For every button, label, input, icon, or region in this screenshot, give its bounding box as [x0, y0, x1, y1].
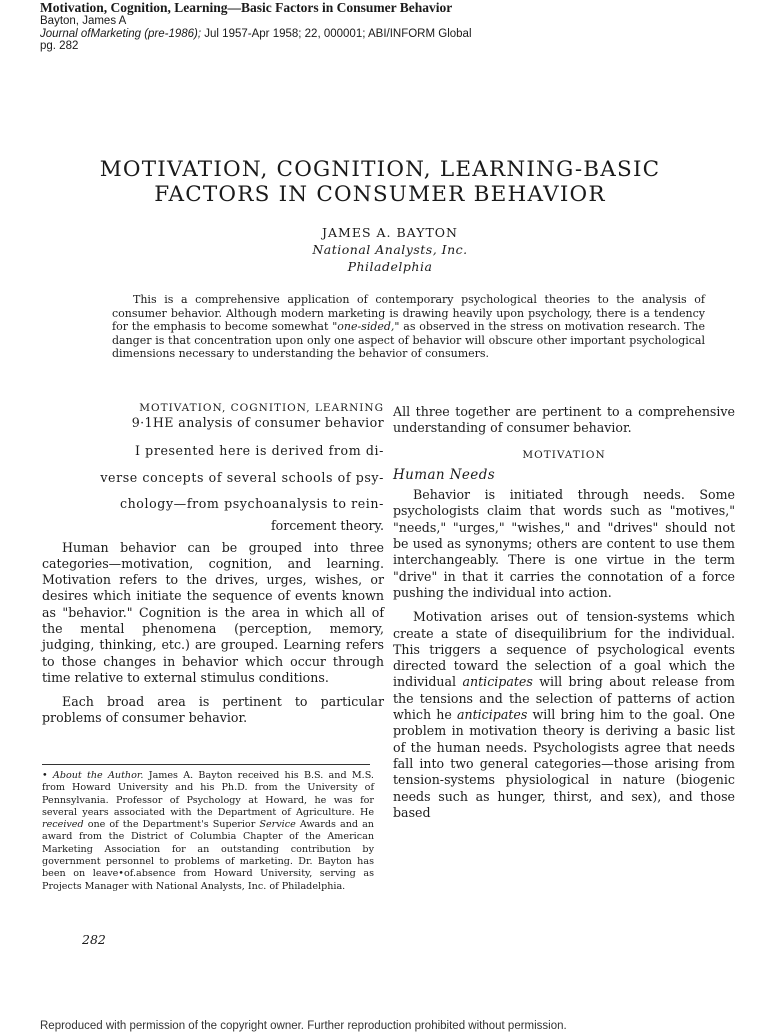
article-author: JAMES A. BAYTON [322, 225, 458, 240]
paragraph-tension-systems [393, 609, 735, 821]
tension-text-1: Motivation arises out of tension-systems which create a state of disequilibrium for the individual. This triggers a sequence of psychological events directed toward the selection of a goal which the individual [393, 609, 735, 690]
lead-line-4: chology—from psychoanalysis to rein- [119, 496, 384, 511]
paragraph-broad-area: Each broad area is pertinent to particular problems of consumer behavior. [42, 694, 384, 726]
footnote-text-2: one of the Department's Superior [83, 819, 260, 831]
author-organization: National Analysts, Inc. [312, 242, 468, 257]
paragraph-needs: Behavior is initiated through needs. Some psychologists claim that words such as "motives," "needs," "urges," "wishes," and "drives" should not be used as synonyms; others are content to use them interchangeably. There is one virtue in the term "drive" in that it carries the connotation of a force pushing the individual into action. [393, 487, 735, 600]
footnote-text-1: James A. Bayton received his B.S. and M.S. from Howard University and his Ph.D. from the University of Pennsylvania. Professor of Psychology at Howard, he was for several years associated with the Department of Agriculture. He [42, 770, 374, 818]
citation-title: Motivation, Cognition, Learning—Basic Factors in Consumer Behavior [40, 0, 453, 15]
page-number: 282 [82, 932, 106, 947]
abstract-emphasis: "one-sided," [332, 320, 400, 334]
footnote-emphasis-1: received [42, 819, 84, 831]
abstract-text-2: as observed in the stress on motivation research. The danger is that concentration upon only one aspect of behavior will obscure other important psychological dimensions necessary to understanding the behavior of consumers. [112, 320, 705, 361]
article-byline [160, 224, 620, 275]
copyright-text: Reproduced with permission of the copyright owner. Further reproduction prohibited without permission. [40, 1020, 567, 1032]
paragraph-together: All three together are pertinent to a comprehensive understanding of consumer behavior. [393, 404, 735, 436]
footnote-marker: • [42, 770, 53, 781]
citation-journal: Journal ofMarketing (pre-1986); [40, 27, 202, 40]
citation-author: Bayton, James A [40, 15, 127, 27]
citation-header [40, 0, 760, 53]
lead-line-1: 9·1HE analysis of consumer behavior [131, 415, 384, 430]
abstract-paragraph [112, 293, 705, 361]
tension-text-3: will bring him to the goal. One problem in motivation theory is deriving a basic list of the human needs. Psychologists agree that needs fall into two general categories—those arising from tension-systems physiological in nature (biogenic needs such as hunger, thirst, and sex), and those based [393, 707, 735, 820]
author-city: Philadelphia [347, 259, 433, 274]
right-column [393, 404, 735, 829]
footnote-text-3: Awards and an award from the District of Columbia Chapter of the American Marketing Association for an outstanding contribution by government personnel to problems of marketing. Dr. Bayton has been on leave•of.absence from Howard University, serving as Projects Manager with National Analysts, Inc. of Philadelphia. [42, 819, 374, 892]
article-title-line-2: FACTORS IN CONSUMER BEHAVIOR [154, 182, 606, 207]
author-footnote [42, 770, 374, 893]
tension-emphasis-2: anticipates [456, 707, 528, 723]
tension-emphasis-1: anticipates [462, 674, 533, 690]
footnote-emphasis-2: Service [259, 819, 296, 831]
footnote-rule [42, 764, 370, 765]
tension-text-2: will bring about release from the tensions and the selection of patterns of action which he [393, 674, 735, 723]
abstract [112, 293, 705, 361]
lead-line-2: I presented here is derived from di- [134, 443, 384, 458]
copyright-notice [0, 1017, 768, 1032]
footnote-label: About the Author. [52, 770, 144, 781]
subheading-human-needs: Human Needs [393, 466, 496, 483]
abstract-text-1: This is a comprehensive application of contemporary psychological theories to the analysis of consumer behavior. Although modern marketing is drawing heavily upon psychology, there is a tendency for the emphasis to become somewhat [112, 293, 705, 334]
paragraph-categories: Human behavior can be grouped into three categories—motivation, cognition, and learning. Motivation refers to the drives, urges, wishes, or desires which initiate the sequence of events known as "behavior." Cognition is the area in which all of the mental phenomena (perception, memory, judging, thinking, etc.) are grouped. Learning refers to those changes in behavior which occur through time relative to external stimulus conditions. [42, 539, 384, 685]
citation-source [40, 28, 760, 41]
citation-page: pg. 282 [40, 40, 79, 52]
lead-line-3: verse concepts of several schools of psy- [100, 469, 384, 485]
section-heading-motivation: MOTIVATION [522, 448, 606, 461]
left-column [42, 402, 384, 735]
citation-issue: Jul 1957-Apr 1958; 22, 000001; ABI/INFORM Global [201, 27, 472, 40]
lead-line-5: forcement theory. [270, 517, 384, 533]
section-heading-mcl: MOTIVATION, COGNITION, LEARNING [139, 402, 384, 414]
article-title [60, 157, 700, 207]
article-title-line-1: MOTIVATION, COGNITION, LEARNING-BASIC [99, 157, 661, 182]
